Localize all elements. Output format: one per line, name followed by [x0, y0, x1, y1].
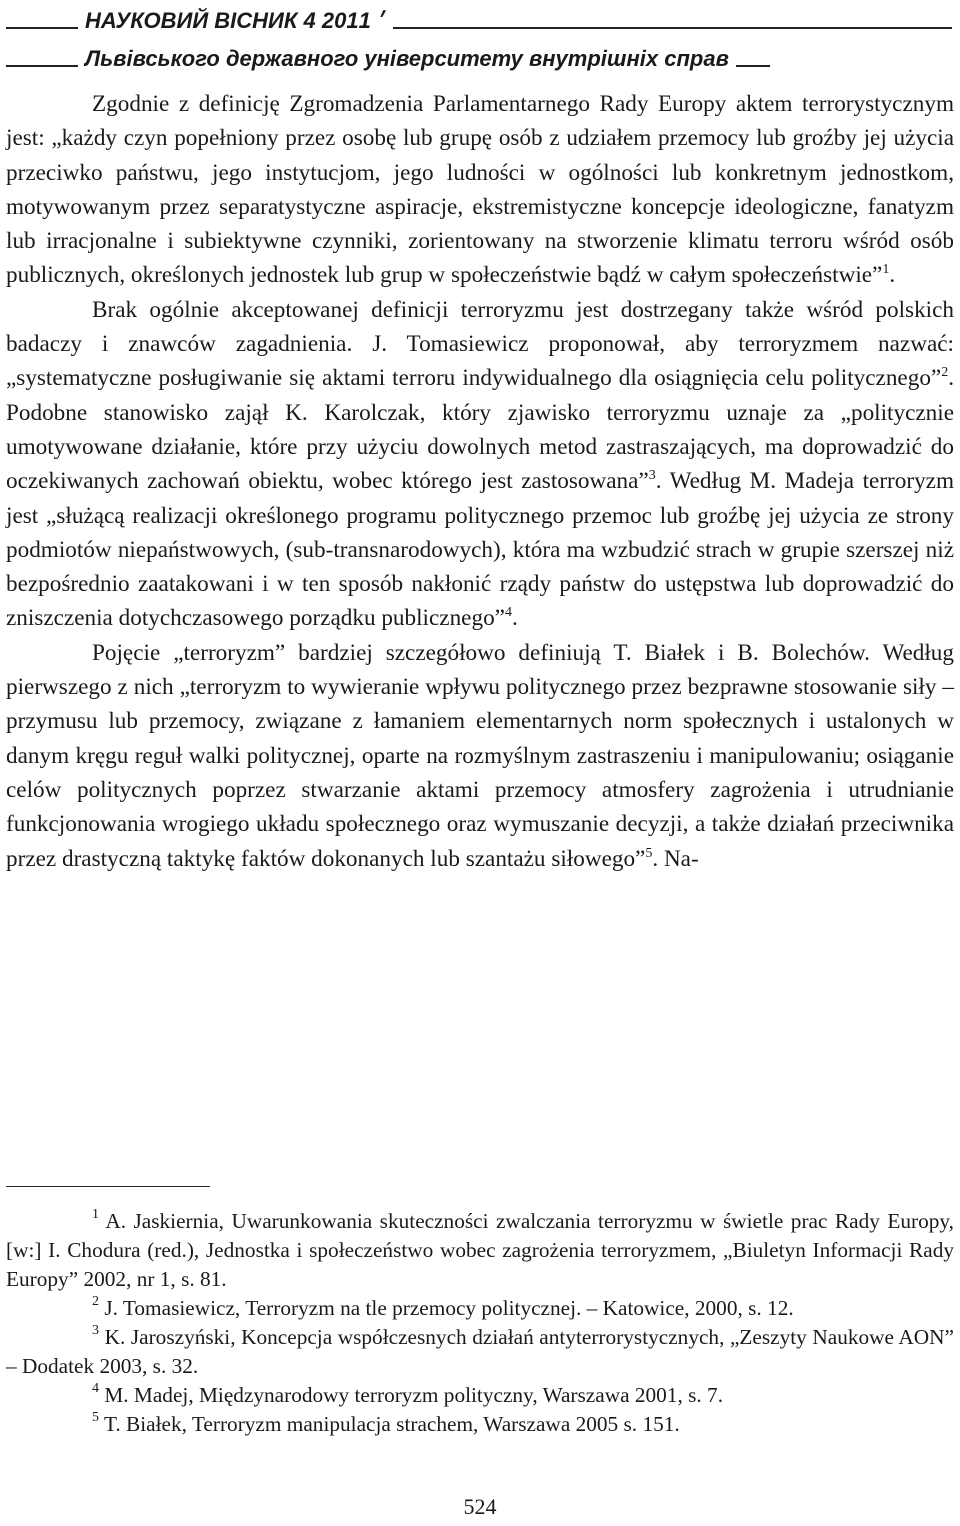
paragraph-text: . Na- [652, 845, 699, 872]
footnotes [6, 1207, 954, 1439]
footnote-number: 2 [92, 1294, 99, 1309]
footnote-ref: 2 [941, 365, 949, 381]
paragraph-text: Pojęcie „terroryzm” bardziej szczegółowo definiują T. Białek i B. Bolechów. Według pierwszego z nich „terroryzm to wywieranie wpływu politycznego przez bezprawne stosowanie siły – przymusu lub przemocy, związane z łamaniem elementarnych norm społecznych i ustalonych w danym kręgu reguł walki politycznej, oparte na rozmyślnym zastraszeniu i manipulowaniu; osiąganie celów politycznych poprzez stwarzanie aktami przemocy atmosfery zagrożenia i utrudnianie funkcjonowania wrogiego układu społecznego oraz wymuszanie decyzji, a także działań przeciwnika przez drastyczną taktykę faktów dokonanych lub szantażu siłowego” [6, 639, 954, 872]
paragraph-text: . [511, 605, 518, 632]
header-rule [393, 27, 952, 29]
footnote [6, 1294, 954, 1323]
footnote [6, 1323, 954, 1381]
paragraph-text: Brak ogólnie akceptowanej definicji terroryzmu jest dostrzegany także wśród polskich badaczy i znawców zagadnienia. J. Tomasiewicz proponował, aby terroryzmem nazwać: „systematyczne posługiwanie się aktami terroru indywidualnego dla osiągnięcia celu politycznego” [6, 296, 954, 392]
journal-title: НАУКОВИЙ ВІСНИК 4 ׳ 2011 [85, 8, 386, 33]
footnote-number: 3 [92, 1323, 99, 1338]
paragraph-text: Zgodnie z definicję Zgromadzenia Parlamentarnego Rady Europy aktem terrorystycznym jest: „każdy czyn popełniony przez osobę lub grupę osób z udziałem przemocy lub groźby jej użycia przeciwko państwu, jego instytucjom, jego ludności w ogólności lub konkretnym jednostkom, motywowanym przez separatystyczne aspiracje, ekstremistyczne koncepcje ideologiczne, fanatyzm lub irracjonalne i subiektywne czynniki, zorientowany na stworzenie klimatu terroru wśród osób publicznych, określonych jednostek lub grup w społeczeństwie bądź w całym społeczeństwie” [6, 91, 954, 289]
footnote-number: 4 [92, 1381, 99, 1396]
footnote-ref: 5 [645, 845, 653, 861]
running-header-line1 [6, 0, 952, 34]
footnote-ref: 3 [648, 468, 656, 484]
header-rule [6, 27, 78, 29]
journal-subtitle: Львівського державного університету внутрішніх справ [85, 46, 729, 71]
footnote-text: A. Jaskiernia, Uwarunkowania skuteczności zwalczania terroryzmu w świetle prac Rady Europy, [w:] I. Chodura (red.), Jednostka i społeczeństwo wobec zagrożenia terroryzmem, „Biuletyn Informacji Rady Europy” 2002, nr 1, s. 81. [6, 1209, 954, 1291]
paragraph [6, 636, 954, 876]
header-rule [736, 65, 770, 67]
paragraph-text: . Według M. Madeja terroryzm jest „służącą realizacji określonego programu politycznego przemoc lub groźbę jej użycia ze strony podmiotów niepaństwowych, (sub-transnarodowych), która ma wzbudzić strach w grupie szerszej niż bezpośrednio zaatakowani i w ten sposób nakłonić rządy państw do ustępstwa lub doprowadzić do zniszczenia dotychczasowego porządku publicznego” [6, 468, 954, 632]
paragraph [6, 293, 954, 636]
paragraph-text: . Podobne stanowisko zajął K. Karolczak, który zjawisko terroryzmu uznaje za „politycznie umotywowane działanie, które przy użyciu dowolnych metod zastraszających, ma doprowadzić do oczekiwanych zachowań obiektu, wobec którego jest zastosowana” [6, 365, 954, 495]
footnote-separator [6, 1186, 210, 1187]
footnote [6, 1410, 954, 1439]
footnote-text: T. Białek, Terroryzm manipulacja strachem, Warszawa 2005 s. 151. [103, 1412, 680, 1436]
page-number: 524 [463, 1494, 497, 1519]
footnote-text: M. Madej, Międzynarodowy terroryzm polityczny, Warszawa 2001, s. 7. [104, 1383, 724, 1407]
footnote-text: J. Tomasiewicz, Terroryzm na tle przemocy politycznej. – Katowice, 2000, s. 12. [104, 1296, 794, 1320]
footnote [6, 1381, 954, 1410]
running-header-line2 [6, 38, 952, 72]
footnote-ref: 4 [504, 605, 512, 621]
footnote-ref: 1 [882, 262, 890, 278]
header-rule [6, 65, 78, 67]
main-text [6, 87, 954, 876]
footnote-text: K. Jaroszyński, Koncepcja współczesnych działań antyterrorystycznych, „Zeszyty Naukowe AON” – Dodatek 2003, s. 32. [6, 1325, 954, 1378]
paragraph-text: . [889, 262, 896, 289]
footnote-number: 5 [92, 1410, 99, 1425]
footnote-number: 1 [92, 1207, 99, 1222]
paragraph [6, 87, 954, 293]
footnote [6, 1207, 954, 1294]
